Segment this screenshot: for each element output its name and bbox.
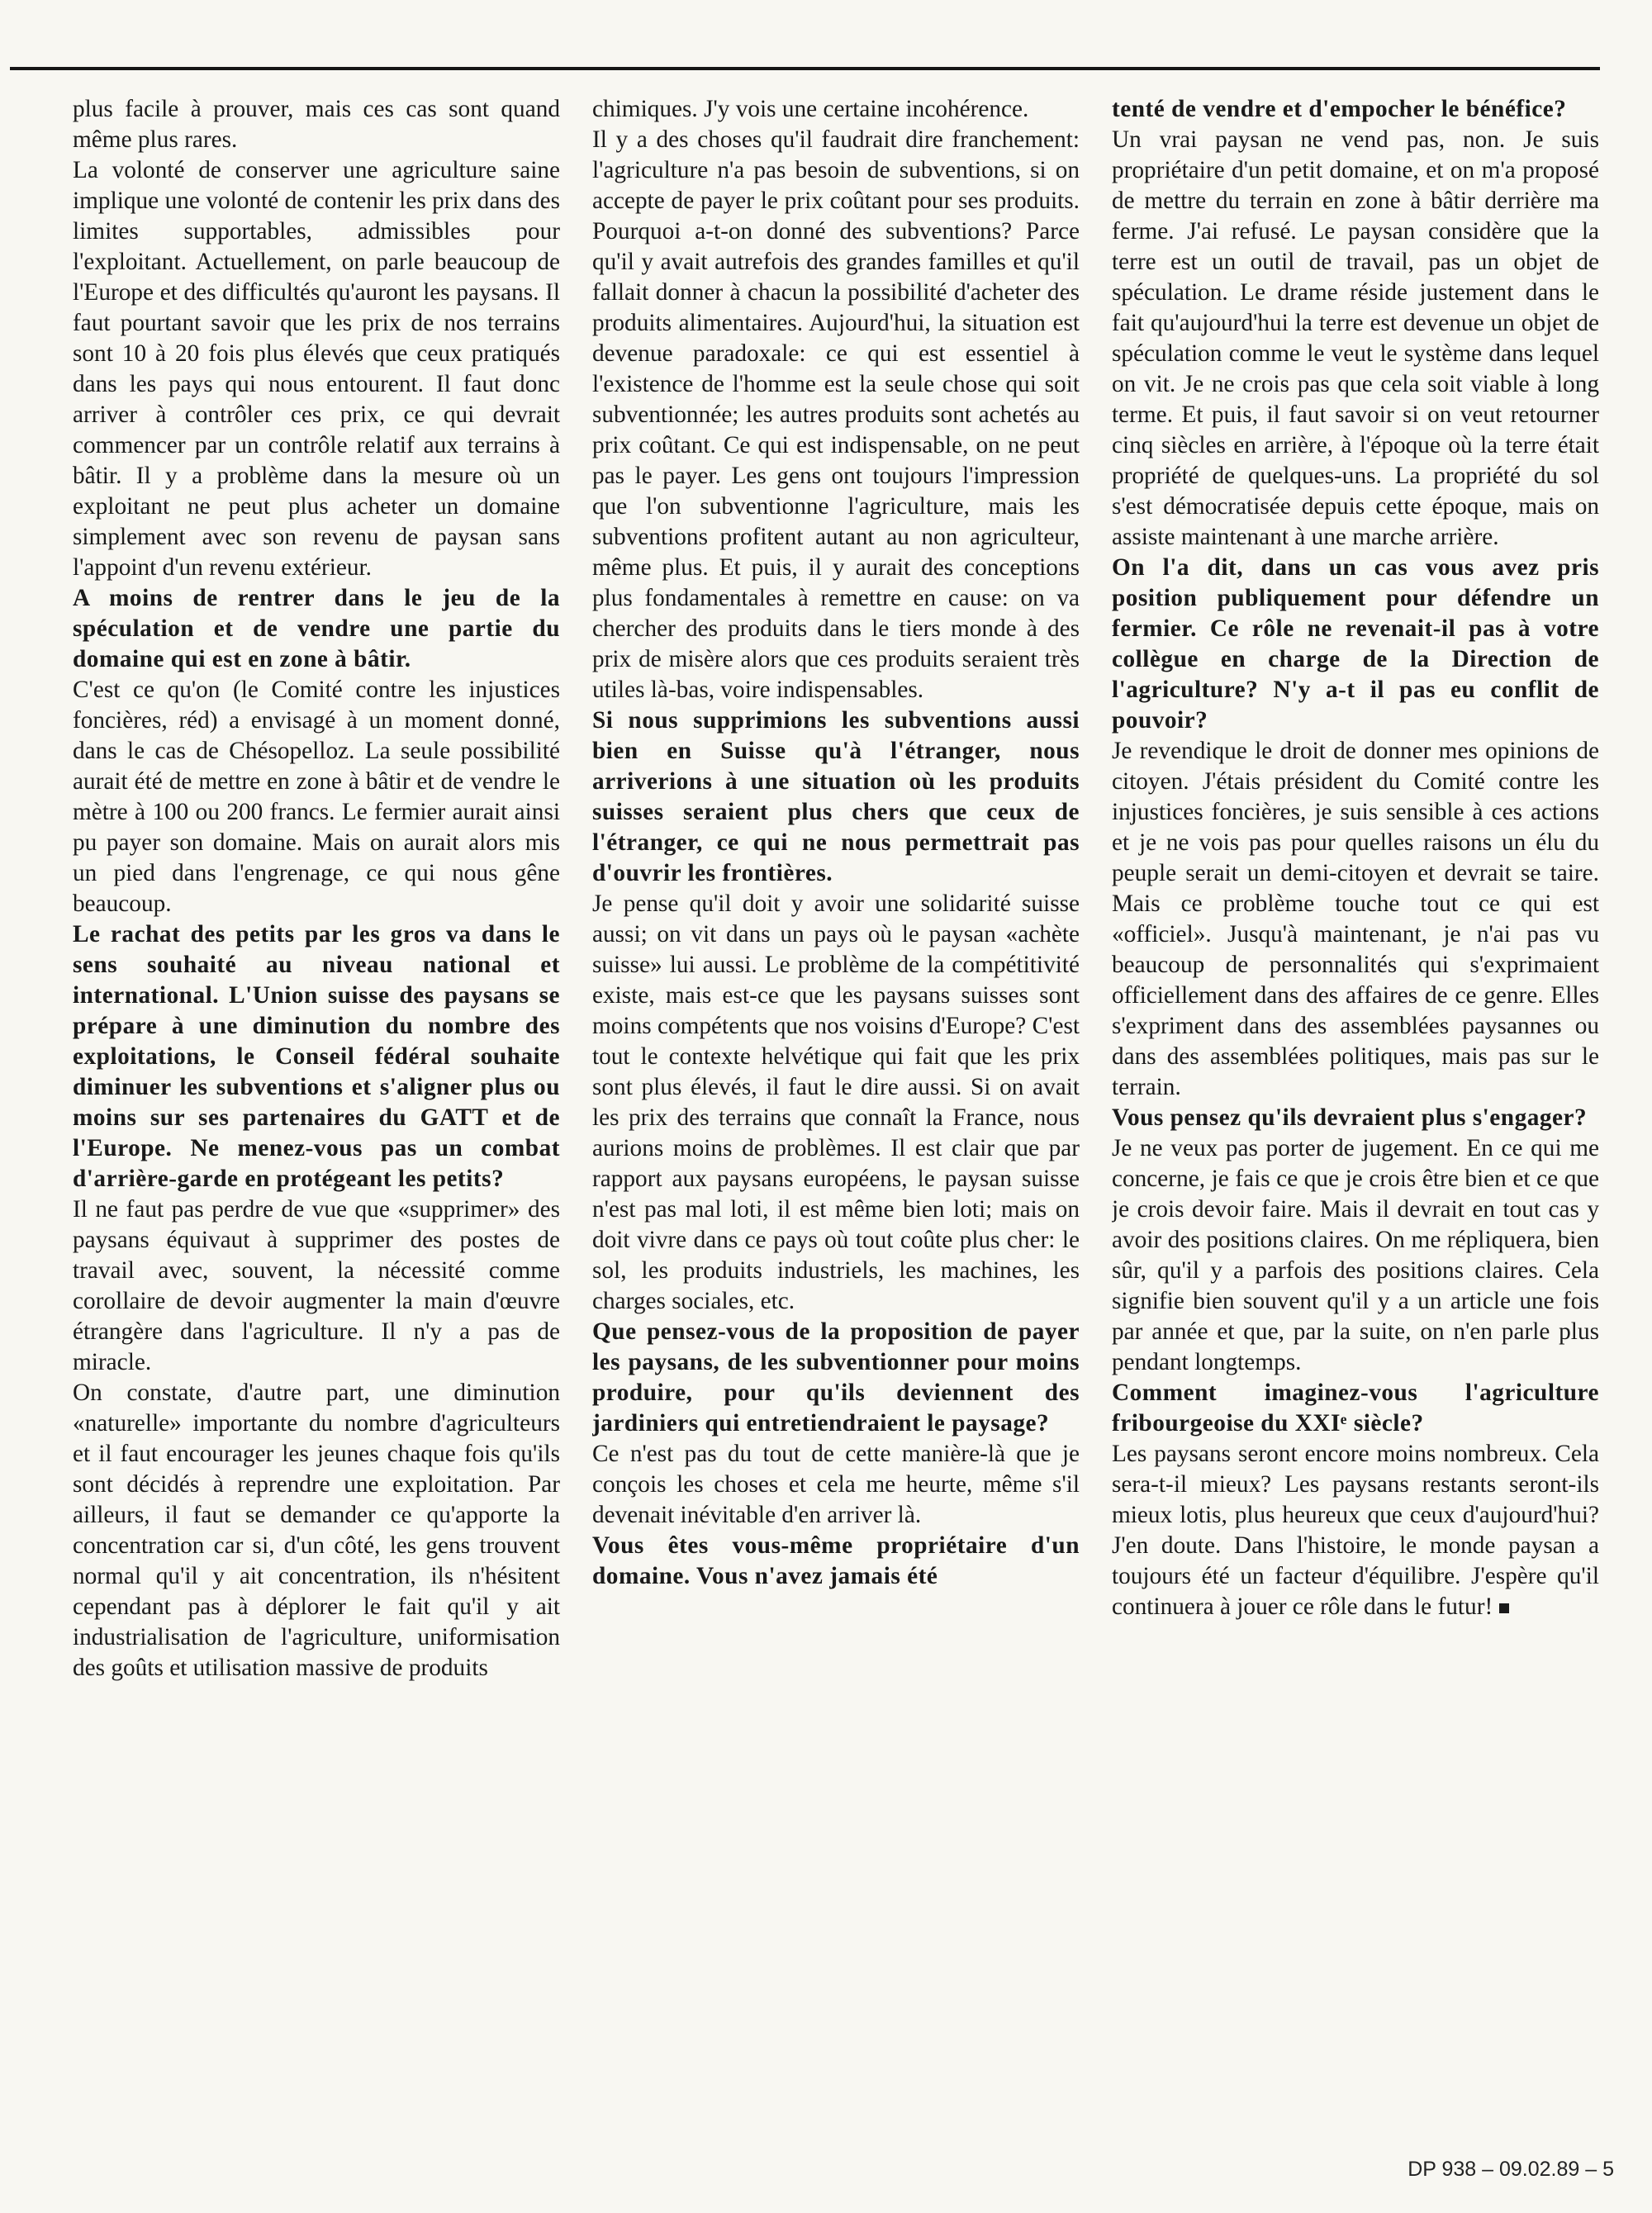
question-paragraph: A moins de rentrer dans le jeu de la spéculation et de vendre une partie du domaine qui est en zone à bâtir. bbox=[73, 585, 560, 672]
answer-paragraph: Ce n'est pas du tout de cette manière-là que je conçois les choses et cela me heurte, même s'il devenait inévitable d'en arriver là. bbox=[592, 1441, 1080, 1528]
answer-paragraph: On constate, d'autre part, une diminution «naturelle» importante du nombre d'agriculteurs et il faut encourager les jeunes chaque fois qu'ils sont décidés à reprendre une exploitation. Par ailleurs, il faut se demander ce qu'apporte la concentration car si, d'un côté, les gens trouvent normal qu'il y ait concentration, ils n'hésitent cependant pas à déplorer le fait qu'il y ait industrialisation de l'agriculture, uniformisation des goûts et utilisation massive de produits bbox=[73, 1380, 560, 1681]
question-paragraph: Vous êtes vous-même propriétaire d'un domaine. Vous n'avez jamais été bbox=[592, 1532, 1080, 1589]
question-paragraph: On l'a dit, dans un cas vous avez pris position publiquement pour défendre un fermier. Ce rôle ne revenait-il pas à votre collègue en charge de la Direction de l'agriculture? N'y a-t il pas eu conflit de pouvoir? bbox=[1112, 554, 1599, 734]
answer-paragraph: Les paysans seront encore moins nombreux. Cela sera-t-il mieux? Les paysans restants seront-ils mieux lotis, plus heureux que ceux d'aujourd'hui? J'en doute. Dans l'histoire, le monde paysan a toujours été un facteur d'équilibre. J'espère qu'il continuera à jouer ce rôle dans le futur! bbox=[1112, 1441, 1599, 1620]
column-1 bbox=[73, 94, 560, 2135]
answer-paragraph: C'est ce qu'on (le Comité contre les injustices foncières, réd) a envisagé à un moment donné, dans le cas de Chésopelloz. La seule possibilité aurait été de mettre en zone à bâtir et de vendre le mètre à 100 ou 200 francs. Le fermier aurait ainsi pu payer son domaine. Mais on aurait alors mis un pied dans l'engrenage, ce qui nous gêne beaucoup. bbox=[73, 677, 560, 917]
question-paragraph: Si nous supprimions les subventions aussi bien en Suisse qu'à l'étranger, nous arriverions à une situation où les produits suisses seraient plus chers que ceux de l'étranger, ce qui ne nous permettrait pas d'ouvrir les frontières. bbox=[592, 707, 1080, 886]
answer-paragraph: Je ne veux pas porter de jugement. En ce qui me concerne, je fais ce que je crois être bien et ce que je crois devoir faire. Mais il devrait en tout cas y avoir des positions claires. On me répliquera, bien sûr, qu'il y a parfois des positions claires. Cela signifie bien souvent qu'il y a un article une fois par année et que, par la suite, on n'en parle plus pendant longtemps. bbox=[1112, 1135, 1599, 1375]
answer-paragraph: La volonté de conserver une agriculture saine implique une volonté de contenir les prix dans des limites supportables, admissibles pour l'exploitant. Actuellement, on parle beaucoup de l'Europe et des difficultés qu'auront les paysans. Il faut pourtant savoir que les prix de nos terrains sont 10 à 20 fois plus élevés que ceux pratiqués dans les pays qui nous entourent. Il faut donc arriver à contrôler ces prix, ce qui devrait commencer par un contrôle relatif aux terrains à bâtir. Il y a problème dans la mesure où un exploitant ne peut plus acheter un domaine simplement avec son revenu de paysan sans l'appoint d'un revenu extérieur. bbox=[73, 157, 560, 581]
answer-paragraph: Un vrai paysan ne vend pas, non. Je suis propriétaire d'un petit domaine, et on m'a proposé de mettre du terrain en zone à bâtir derrière ma ferme. J'ai refusé. Le paysan considère que la terre est un outil de travail, pas un objet de spéculation. Le drame réside justement dans le fait qu'aujourd'hui la terre est devenue un objet de spéculation comme le veut le système dans lequel on vit. Je ne crois pas que cela soit viable à long terme. Et puis, il faut savoir si on veut retourner cinq siècles en arrière, à l'époque où la terre était propriété de quelques-uns. La propriété du sol s'est démocratisée depuis cette époque, mais on assiste maintenant à une marche arrière. bbox=[1112, 126, 1599, 550]
answer-paragraph: Je pense qu'il doit y avoir une solidarité suisse aussi; on vit dans un pays où le paysan «achète suisse» lui aussi. Le problème de la compétitivité existe, mais est-ce que les paysans suisses sont moins compétents que nos voisins d'Europe? C'est tout le contexte helvétique qui fait que les prix sont plus élevés, il faut le dire aussi. Si on avait les prix des terrains que connaît la France, nous aurions moins de problèmes. Il est clair que par rapport aux paysans européens, le paysan suisse n'est pas mal loti, il est même bien loti; mais on doit vivre dans ce pays où tout coûte plus cher: le sol, les produits industriels, les machines, les charges sociales, etc. bbox=[592, 890, 1080, 1314]
end-of-article-mark bbox=[1499, 1603, 1509, 1613]
answer-paragraph: plus facile à prouver, mais ces cas sont quand même plus rares. bbox=[73, 96, 560, 153]
answer-paragraph: Je revendique le droit de donner mes opinions de citoyen. J'étais président du Comité contre les injustices foncières, je suis sensible à ces actions et je ne vois pas pour quelles raisons un élu du peuple serait un demi-citoyen et devrait se taire. Mais ce problème touche tout ce qui est «officiel». Jusqu'à maintenant, je n'ai pas vu beaucoup de personnalités qui s'exprimaient officiellement dans des affaires de ce genre. Elles s'expriment dans des assemblées paysannes ou dans des assemblées politiques, mais pas sur le terrain. bbox=[1112, 738, 1599, 1100]
answer-paragraph: Il ne faut pas perdre de vue que «supprimer» des paysans équivaut à supprimer des postes de travail avec, souvent, la nécessité comme corollaire de devoir augmenter la main d'œuvre étrangère dans l'agriculture. Il n'y a pas de miracle. bbox=[73, 1196, 560, 1375]
answer-paragraph: chimiques. J'y vois une certaine incohérence. bbox=[592, 96, 1029, 122]
question-paragraph: Le rachat des petits par les gros va dans le sens souhaité au niveau national et international. L'Union suisse des paysans se prépare à une diminution du nombre des exploitations, le Conseil fédéral souhaite diminuer les subventions et s'aligner plus ou moins sur ses partenaires du GATT et de l'Europe. Ne menez-vous pas un combat d'arrière-garde en protégeant les petits? bbox=[73, 921, 560, 1192]
question-paragraph: Vous pensez qu'ils devraient plus s'engager? bbox=[1112, 1104, 1588, 1131]
question-paragraph: tenté de vendre et d'empocher le bénéfice? bbox=[1112, 96, 1567, 122]
question-paragraph: Comment imaginez-vous l'agriculture fribourgeoise du XXIᵉ siècle? bbox=[1112, 1380, 1599, 1437]
page-footer: DP 938 – 09.02.89 – 5 bbox=[1408, 2158, 1614, 2181]
answer-paragraph: Il y a des choses qu'il faudrait dire franchement: l'agriculture n'a pas besoin de subventions, si on accepte de payer le prix coûtant pour ses produits. Pourquoi a-t-on donné des subventions? Parce qu'il y avait autrefois des grandes familles et qu'il fallait donner à chacun la possibilité d'acheter des produits alimentaires. Aujourd'hui, la situation est devenue paradoxale: ce qui est essentiel à l'existence de l'homme est la seule chose qui soit subventionnée; les autres produits sont achetés au prix coûtant. Ce qui est indispensable, on ne peut pas le payer. Les gens ont toujours l'impression que l'on subventionne l'agriculture, mais les subventions profitent autant au non agriculteur, même plus. Et puis, il y aurait des conceptions plus fondamentales à remettre en cause: on va chercher des produits dans le tiers monde à des prix de misère alors que ces produits seraient très utiles là-bas, voire indispensables. bbox=[592, 126, 1080, 703]
top-rule bbox=[10, 67, 1600, 70]
question-paragraph: Que pensez-vous de la proposition de payer les paysans, de les subventionner pour moins produire, pour qu'ils deviennent des jardiniers qui entretiendraient le paysage? bbox=[592, 1318, 1080, 1437]
column-2 bbox=[592, 94, 1080, 2135]
column-3 bbox=[1112, 94, 1599, 2135]
